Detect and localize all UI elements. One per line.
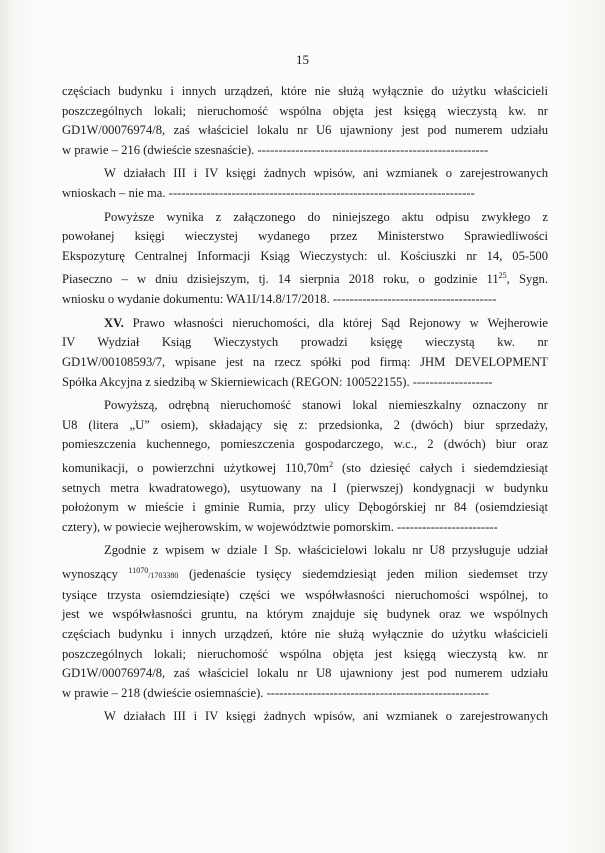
- text-line: jest we współwłasności gruntu, na którym znajduje się budynek oraz we wspólnych: [62, 607, 548, 622]
- text-segment: , Sygn.: [506, 272, 549, 287]
- text-line: pomieszczenia kuchennego, pomieszczenia gospodarczego, w.c., 2 (dwóch) biur oraz: [62, 437, 548, 452]
- text-line: Powyższą, odrębną nieruchomość stanowi lokal niemieszkalny oznaczony nr: [104, 398, 548, 413]
- document-body: [62, 82, 548, 731]
- text-line-fraction: [62, 561, 548, 586]
- text-line: częściach budynku i innych urządzeń, które nie służą wyłącznie do użytku właścicieli: [62, 627, 548, 641]
- paragraph-unit-u8: [62, 396, 548, 537]
- text-line: poszczególnych lokali; nieruchomość wspólna objęta jest księgą wieczystą kw. nr: [62, 646, 548, 661]
- text-line: wnioskach – nie ma. -------------------------------------------------------------------------: [62, 185, 475, 200]
- text-line: IV Wydział Ksiąg Wieczystych prowadzi księgę wieczystą kw. nr: [62, 335, 548, 350]
- text-line: cztery), w powiecie wejherowskim, w województwie pomorskim. ------------------------: [62, 519, 498, 534]
- share-denominator: /1703380: [148, 571, 179, 581]
- text-line: W działach III i IV księgi żadnych wpisów, ani wzmianek o zarejestrowanych: [104, 166, 548, 181]
- text-line: GD1W/00108593/7, wpisane jest na rzecz spółki pod firmą: JHM DEVELOPMENT: [62, 354, 548, 369]
- paragraph-source-extract: [62, 208, 548, 310]
- text-line: tysiące trzysta osiemdziesiąte) części we współwłasności nieruchomości wspólnej, to: [62, 587, 548, 602]
- text-segment: komunikacji, o powierzchni użytkowej 110,70m: [62, 461, 330, 476]
- paragraph-sections-iii-iv-2: [62, 707, 548, 727]
- text-segment: wynoszący: [62, 567, 129, 582]
- paragraph-sections-iii-iv: [62, 164, 548, 203]
- text-line: wniosku o wydanie dokumentu: WA1I/14.8/17/2018. ---------------------------------------: [62, 292, 497, 307]
- text-line: W działach III i IV księgi żadnych wpisów, ani wzmianek o zarejestrowanych: [104, 709, 548, 724]
- text-line-area: [62, 455, 548, 479]
- text-line: Zgodnie z wpisem w dziale I Sp. właścicielowi lokalu nr U8 przysługuje udział: [104, 543, 548, 558]
- text-line: [62, 314, 548, 334]
- area-exponent: 2: [329, 459, 334, 469]
- text-line: setnych metra kwadratowego), usytuowany na I (pierwszej) kondygnacji w budynku: [62, 480, 548, 495]
- text-line: GD1W/00076974/8, zaś właściciel lokalu nr U6 ujawniony jest pod numerem udziału: [62, 123, 548, 138]
- text-segment: Piaseczno – w dniu dzisiejszym, tj. 14 sierpnia 2018 roku, o godzinie 11: [62, 272, 499, 287]
- paragraph-xv-ownership: [62, 314, 548, 392]
- text-line: powołanej księgi wieczystej wydanego przez Ministerstwo Sprawiedliwości: [62, 229, 548, 244]
- text-segment: (sto dziesięć całych i siedemdziesiąt: [333, 461, 548, 476]
- paragraph-u8-share: [62, 541, 548, 703]
- text-line: w prawie – 216 (dwieście szesnaście). -------------------------------------------------------: [62, 142, 489, 157]
- page-number: 15: [296, 52, 309, 67]
- text-line-time: [62, 266, 548, 290]
- text-line: U8 (litera „U” osiem), składający się z: przedsionka, 2 (dwóch) biur sprzedaży,: [62, 417, 548, 432]
- text-line: położonym w mieście i gminie Rumia, przy ulicy Dębogórskiej nr 84 (osiemdziesiąt: [62, 500, 548, 515]
- time-minutes: 25: [498, 271, 507, 281]
- text-line: poszczególnych lokali; nieruchomość wspólna objęta jest księgą wieczystą kw. nr: [62, 103, 548, 118]
- text-line: w prawie – 218 (dwieście osiemnaście). -----------------------------------------------------: [62, 685, 489, 700]
- text-line: Ekspozyturę Centralnej Informacji Ksiąg Wieczystych: ul. Kościuszki nr 14, 05-500: [62, 248, 548, 263]
- text-line: Spółka Akcyjna z siedzibą w Skierniewicach (REGON: 100522155). -------------------: [62, 374, 493, 389]
- text-line: GD1W/00076974/8, zaś właściciel lokalu nr U8 ujawniony jest pod numerem udziału: [62, 666, 548, 681]
- text-line: częściach budynku i innych urządzeń, które nie służą wyłącznie do użytku właścicieli: [62, 84, 548, 98]
- share-numerator: 11070: [128, 566, 149, 576]
- text-segment: (jedenaście tysięcy siedemdziesiąt jeden milion siedemset trzy: [178, 567, 548, 582]
- text-segment: Prawo własności nieruchomości, dla której Sąd Rejonowy w Wejherowie: [123, 315, 548, 330]
- text-line: Powyższe wynika z załączonego do niniejszego aktu odpisu zwykłego z: [104, 209, 548, 224]
- section-number: XV.: [104, 315, 124, 330]
- paragraph-u6-share: [62, 82, 548, 160]
